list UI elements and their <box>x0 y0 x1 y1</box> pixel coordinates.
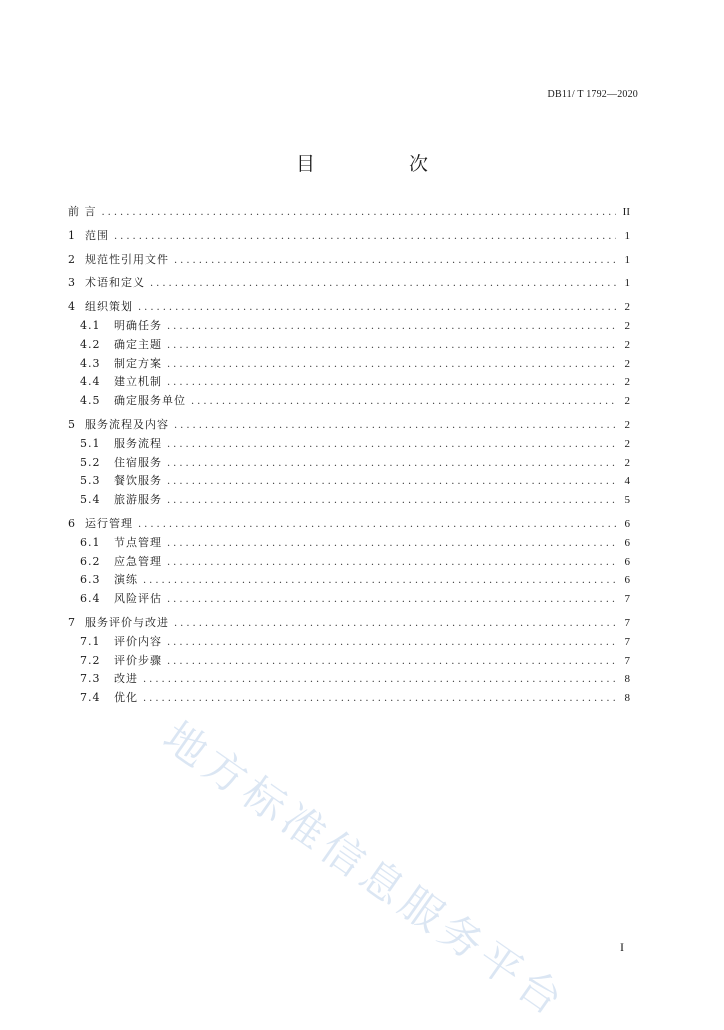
toc-entry-page: 2 <box>624 437 630 450</box>
toc-entry-page: 2 <box>624 338 630 351</box>
page-title: 目 次 <box>295 153 473 175</box>
toc-entry-label: 节点管理 <box>114 535 162 549</box>
toc-dot-leader <box>167 656 616 667</box>
toc-dot-leader <box>167 637 616 648</box>
toc-entry-number: 3 <box>68 276 76 290</box>
toc-entry-label: 确定主题 <box>114 337 162 351</box>
toc-entry[interactable] <box>68 373 630 392</box>
toc-entry[interactable] <box>68 689 630 708</box>
toc-entry-page: 7 <box>624 616 630 629</box>
toc-entry[interactable] <box>68 670 630 689</box>
toc-entry[interactable] <box>68 652 630 671</box>
toc-dot-leader <box>138 302 616 313</box>
toc-entry-label: 演练 <box>114 573 138 587</box>
toc-entry[interactable] <box>68 336 630 355</box>
toc-entry-number: 6.1 <box>80 535 101 549</box>
toc-dot-leader <box>114 231 616 242</box>
toc-dot-leader <box>143 693 616 704</box>
toc-dot-leader <box>167 340 616 351</box>
toc-dot-leader <box>102 207 617 218</box>
toc-entry-label: 明确任务 <box>114 318 162 332</box>
toc-entry[interactable] <box>68 553 630 572</box>
toc-entry-number: 5.3 <box>80 474 101 488</box>
toc-entry-label: 术语和定义 <box>85 276 145 290</box>
toc-entry-label: 服务流程 <box>114 436 162 450</box>
toc-entry-number: 4.5 <box>80 394 101 408</box>
toc-entry-number: 5.1 <box>80 436 101 450</box>
table-of-contents <box>68 203 630 708</box>
toc-entry-number: 5.2 <box>80 455 101 469</box>
toc-dot-leader <box>143 674 616 685</box>
toc-entry-number: 前 言 <box>68 205 97 218</box>
toc-entry[interactable] <box>68 274 630 293</box>
toc-entry-label: 住宿服务 <box>114 455 162 469</box>
toc-entry[interactable] <box>68 251 630 270</box>
toc-entry[interactable] <box>68 515 630 534</box>
watermark: 地方标准信息服务平台 <box>154 711 576 1028</box>
toc-entry-page: 2 <box>624 395 630 408</box>
toc-entry-number: 1 <box>68 228 76 242</box>
toc-entry[interactable] <box>68 614 630 633</box>
toc-entry[interactable] <box>68 416 630 435</box>
toc-entry-page: 1 <box>624 253 630 266</box>
standard-code: DB11/ T 1792—2020 <box>547 89 638 100</box>
toc-entry-label: 风险评估 <box>114 592 162 606</box>
toc-entry-number: 4.3 <box>80 356 101 370</box>
toc-entry-page: 6 <box>624 517 630 530</box>
toc-entry-page: 1 <box>624 229 630 242</box>
toc-entry-label: 应急管理 <box>114 554 162 568</box>
toc-entry-label: 范围 <box>85 228 109 242</box>
toc-dot-leader <box>138 519 616 530</box>
toc-dot-leader <box>167 458 616 469</box>
toc-entry[interactable] <box>68 203 630 222</box>
toc-entry-page: 7 <box>624 593 630 606</box>
page-number: I <box>620 940 624 954</box>
toc-entry-number: 7.3 <box>80 672 101 686</box>
toc-entry-label: 服务评价与改进 <box>85 615 169 629</box>
toc-entry-page: 6 <box>624 574 630 587</box>
toc-dot-leader <box>150 278 616 289</box>
toc-entry-number: 5.4 <box>80 493 101 507</box>
toc-entry-page: 6 <box>624 536 630 549</box>
toc-dot-leader <box>174 420 616 431</box>
toc-entry-number: 4.4 <box>80 375 101 389</box>
toc-entry-page: 8 <box>624 673 630 686</box>
toc-entry[interactable] <box>68 435 630 454</box>
toc-entry-label: 制定方案 <box>114 356 162 370</box>
toc-entry[interactable] <box>68 571 630 590</box>
toc-entry-number: 7.2 <box>80 653 101 667</box>
toc-entry-page: 8 <box>624 692 630 705</box>
toc-entry-label: 优化 <box>114 691 138 705</box>
toc-entry[interactable] <box>68 392 630 411</box>
toc-dot-leader <box>167 476 616 487</box>
toc-entry-number: 6.3 <box>80 573 101 587</box>
toc-entry-page: 1 <box>624 277 630 290</box>
toc-entry-number: 7.4 <box>80 691 101 705</box>
toc-dot-leader <box>167 359 616 370</box>
toc-entry[interactable] <box>68 491 630 510</box>
toc-entry-number: 6 <box>68 516 76 530</box>
toc-entry-number: 2 <box>68 252 76 266</box>
toc-dot-leader <box>167 321 616 332</box>
toc-entry-label: 餐饮服务 <box>114 474 162 488</box>
toc-entry-page: 7 <box>624 654 630 667</box>
toc-entry-label: 确定服务单位 <box>114 394 186 408</box>
toc-entry-label: 服务流程及内容 <box>85 417 169 431</box>
toc-entry-label: 规范性引用文件 <box>85 252 169 266</box>
toc-entry[interactable] <box>68 454 630 473</box>
toc-dot-leader <box>167 594 616 605</box>
toc-dot-leader <box>174 255 616 266</box>
toc-entry[interactable] <box>68 590 630 609</box>
toc-dot-leader <box>191 396 616 407</box>
toc-entry-number: 7 <box>68 615 76 629</box>
toc-entry[interactable] <box>68 227 630 246</box>
toc-dot-leader <box>143 575 616 586</box>
toc-entry-number: 4.1 <box>80 318 101 332</box>
toc-entry-page: 6 <box>624 555 630 568</box>
toc-entry-page: 2 <box>624 319 630 332</box>
toc-entry[interactable] <box>68 534 630 553</box>
toc-entry-label: 评价内容 <box>114 634 162 648</box>
toc-entry-number: 6.2 <box>80 554 101 568</box>
toc-entry-page: 2 <box>624 376 630 389</box>
toc-dot-leader <box>167 495 616 506</box>
toc-entry-page: 4 <box>624 475 630 488</box>
toc-entry[interactable] <box>68 633 630 652</box>
toc-entry-page: 2 <box>624 418 630 431</box>
toc-entry-page: 7 <box>624 635 630 648</box>
toc-entry-page: 2 <box>624 301 630 314</box>
toc-entry[interactable] <box>68 355 630 374</box>
toc-entry-page: 2 <box>624 456 630 469</box>
toc-dot-leader <box>167 439 616 450</box>
toc-dot-leader <box>167 377 616 388</box>
toc-entry-label: 建立机制 <box>114 375 162 389</box>
toc-entry-number: 4.2 <box>80 337 101 351</box>
toc-entry[interactable] <box>68 298 630 317</box>
toc-dot-leader <box>167 538 616 549</box>
toc-entry-number: 7.1 <box>80 634 101 648</box>
toc-entry-label: 评价步骤 <box>114 653 162 667</box>
toc-entry-number: 5 <box>68 417 76 431</box>
toc-entry-page: II <box>622 206 630 218</box>
toc-entry[interactable] <box>68 317 630 336</box>
toc-entry-page: 2 <box>624 357 630 370</box>
toc-entry-number: 4 <box>68 300 76 314</box>
toc-dot-leader <box>167 557 616 568</box>
toc-entry-label: 旅游服务 <box>114 493 162 507</box>
toc-entry[interactable] <box>68 472 630 491</box>
toc-entry-number: 6.4 <box>80 592 101 606</box>
toc-entry-label: 改进 <box>114 672 138 686</box>
toc-dot-leader <box>174 618 616 629</box>
toc-entry-label: 组织策划 <box>85 300 133 314</box>
toc-entry-label: 运行管理 <box>85 516 133 530</box>
toc-entry-page: 5 <box>624 494 630 507</box>
